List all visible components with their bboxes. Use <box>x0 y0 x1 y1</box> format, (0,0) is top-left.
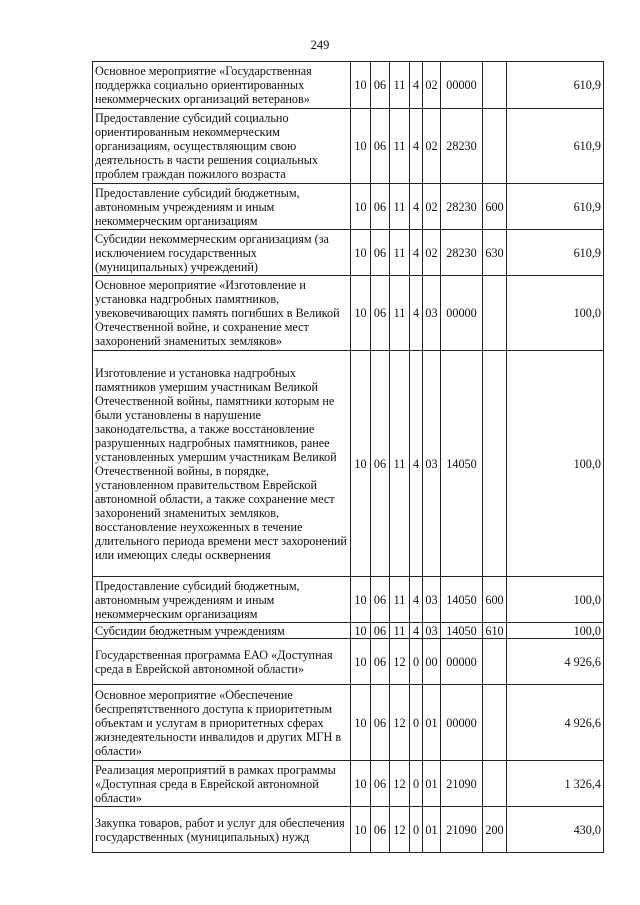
code-f: 21090 <box>441 807 483 853</box>
amount: 100,0 <box>507 577 604 623</box>
code-a: 10 <box>351 577 371 623</box>
code-f: 14050 <box>441 623 483 639</box>
code-b: 06 <box>371 184 390 230</box>
amount: 100,0 <box>507 351 604 577</box>
code-e: 01 <box>423 685 441 761</box>
code-c: 11 <box>390 62 410 109</box>
amount: 610,9 <box>507 109 604 184</box>
amount: 610,9 <box>507 62 604 109</box>
table-row <box>93 577 604 623</box>
row-name: Основное мероприятие «Государственная поддержка социально ориентированных некоммерческих организаций ветеранов» <box>93 62 351 109</box>
row-name: Изготовление и установка надгробных памятников умершим участникам Великой Отечественной войны, памятники которым не были установлены в нарушение законодательства, а также восстановление разрушенных надгробных памятников, ранее установленных умершим участникам Великой Отечественной войны, в порядке, установленном правительством Еврейской автономной области, а также сохранение мест захоронений знаменитых земляков, восстановление неухоженных в течение длительного периода времени мест захоронений или имеющих следы осквернения <box>93 351 351 577</box>
amount: 100,0 <box>507 276 604 351</box>
amount: 4 926,6 <box>507 639 604 685</box>
code-d: 4 <box>410 62 423 109</box>
code-d: 0 <box>410 685 423 761</box>
code-g <box>483 109 507 184</box>
code-c: 11 <box>390 577 410 623</box>
code-a: 10 <box>351 184 371 230</box>
code-b: 06 <box>371 623 390 639</box>
code-c: 11 <box>390 230 410 276</box>
code-a: 10 <box>351 623 371 639</box>
code-g <box>483 639 507 685</box>
code-b: 06 <box>371 639 390 685</box>
code-c: 11 <box>390 623 410 639</box>
code-a: 10 <box>351 807 371 853</box>
row-name: Предоставление субсидий бюджетным, автономным учреждениям и иным некоммерческим организациям <box>93 184 351 230</box>
code-e: 01 <box>423 761 441 807</box>
amount: 4 926,6 <box>507 685 604 761</box>
table-row <box>93 109 604 184</box>
row-name: Государственная программа ЕАО «Доступная среда в Еврейской автономной области» <box>93 639 351 685</box>
code-e: 03 <box>423 276 441 351</box>
code-c: 11 <box>390 351 410 577</box>
code-b: 06 <box>371 109 390 184</box>
row-name: Реализация мероприятий в рамках программы «Доступная среда в Еврейской автономной области» <box>93 761 351 807</box>
code-a: 10 <box>351 109 371 184</box>
code-g <box>483 351 507 577</box>
code-g <box>483 761 507 807</box>
code-g: 630 <box>483 230 507 276</box>
code-a: 10 <box>351 62 371 109</box>
code-g: 610 <box>483 623 507 639</box>
code-g: 200 <box>483 807 507 853</box>
table-row <box>93 184 604 230</box>
code-d: 0 <box>410 761 423 807</box>
code-g <box>483 62 507 109</box>
code-f: 14050 <box>441 351 483 577</box>
code-f: 28230 <box>441 230 483 276</box>
table-row <box>93 230 604 276</box>
row-name: Закупка товаров, работ и услуг для обеспечения государственных (муниципальных) нужд <box>93 807 351 853</box>
row-name: Предоставление субсидий социально ориентированным некоммерческим организациям, осуществляющим свою деятельность в части решения социальных проблем граждан пожилого возраста <box>93 109 351 184</box>
code-d: 0 <box>410 807 423 853</box>
row-name: Субсидии бюджетным учреждениям <box>93 623 351 639</box>
code-d: 4 <box>410 577 423 623</box>
code-c: 11 <box>390 276 410 351</box>
code-f: 00000 <box>441 639 483 685</box>
row-name: Основное мероприятие «Изготовление и установка надгробных памятников, увековечивающих память погибших в Великой Отечественной войне, и сохранение мест захоронений знаменитых земляков» <box>93 276 351 351</box>
code-f: 14050 <box>441 577 483 623</box>
code-d: 4 <box>410 109 423 184</box>
amount: 430,0 <box>507 807 604 853</box>
code-a: 10 <box>351 276 371 351</box>
code-a: 10 <box>351 685 371 761</box>
code-f: 00000 <box>441 62 483 109</box>
code-b: 06 <box>371 807 390 853</box>
code-a: 10 <box>351 351 371 577</box>
code-e: 03 <box>423 351 441 577</box>
code-b: 06 <box>371 577 390 623</box>
code-a: 10 <box>351 230 371 276</box>
amount: 1 326,4 <box>507 761 604 807</box>
code-f: 00000 <box>441 685 483 761</box>
code-f: 21090 <box>441 761 483 807</box>
row-name: Субсидии некоммерческим организациям (за исключением государственных (муниципальных) учреждений) <box>93 230 351 276</box>
amount: 610,9 <box>507 230 604 276</box>
code-c: 12 <box>390 639 410 685</box>
table-row <box>93 685 604 761</box>
code-b: 06 <box>371 685 390 761</box>
table-row <box>93 623 604 639</box>
code-d: 4 <box>410 230 423 276</box>
code-a: 10 <box>351 761 371 807</box>
code-e: 02 <box>423 230 441 276</box>
row-name: Предоставление субсидий бюджетным, автономным учреждениям и иным некоммерческим организациям <box>93 577 351 623</box>
code-g: 600 <box>483 184 507 230</box>
code-d: 4 <box>410 351 423 577</box>
code-c: 11 <box>390 109 410 184</box>
amount: 100,0 <box>507 623 604 639</box>
code-e: 03 <box>423 577 441 623</box>
code-b: 06 <box>371 276 390 351</box>
row-name: Основное мероприятие «Обеспечение беспрепятственного доступа к приоритетным объектам и услугам в приоритетных сферах жизнедеятельности инвалидов и других МГН в области» <box>93 685 351 761</box>
code-g <box>483 276 507 351</box>
code-e: 02 <box>423 62 441 109</box>
table-row <box>93 62 604 109</box>
code-e: 00 <box>423 639 441 685</box>
code-f: 28230 <box>441 109 483 184</box>
table-row <box>93 639 604 685</box>
code-d: 0 <box>410 639 423 685</box>
code-b: 06 <box>371 351 390 577</box>
code-d: 4 <box>410 184 423 230</box>
code-e: 02 <box>423 109 441 184</box>
code-f: 28230 <box>441 184 483 230</box>
code-c: 12 <box>390 685 410 761</box>
code-b: 06 <box>371 761 390 807</box>
budget-table <box>92 61 604 853</box>
code-f: 00000 <box>441 276 483 351</box>
code-c: 12 <box>390 807 410 853</box>
table-row <box>93 276 604 351</box>
table-row <box>93 807 604 853</box>
table-row <box>93 351 604 577</box>
code-c: 11 <box>390 184 410 230</box>
code-g: 600 <box>483 577 507 623</box>
code-d: 4 <box>410 623 423 639</box>
code-e: 03 <box>423 623 441 639</box>
code-b: 06 <box>371 62 390 109</box>
code-g <box>483 685 507 761</box>
amount: 610,9 <box>507 184 604 230</box>
code-e: 01 <box>423 807 441 853</box>
table-row <box>93 761 604 807</box>
page-number: 249 <box>310 38 330 52</box>
code-a: 10 <box>351 639 371 685</box>
code-b: 06 <box>371 230 390 276</box>
code-c: 12 <box>390 761 410 807</box>
code-e: 02 <box>423 184 441 230</box>
code-d: 4 <box>410 276 423 351</box>
